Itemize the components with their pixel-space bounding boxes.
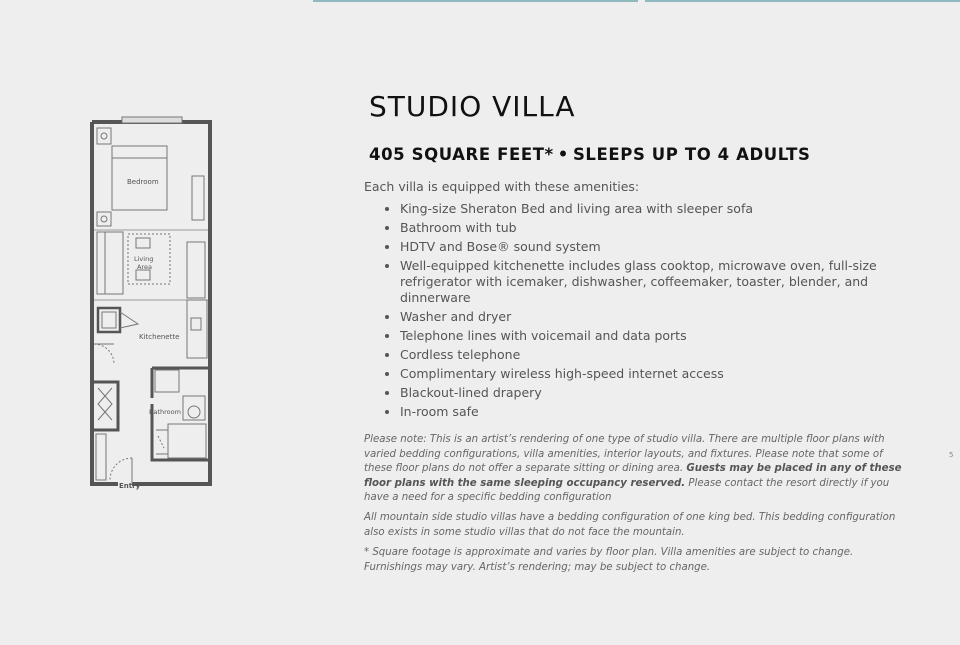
disclaimer-text-end: Please contact the resort directly if you have a need for a specific bedding configuration <box>364 477 890 503</box>
amenity-item: • In-room safe <box>400 404 900 420</box>
amenities-list <box>364 201 900 423</box>
amenity-item: • Cordless telephone <box>400 347 900 363</box>
amenity-item: • HDTV and Bose® sound system <box>400 239 900 255</box>
top-accent-bar-left <box>313 0 638 2</box>
disclaimer-emphasis: Guests may be placed in any of these floor plans with the same sleeping occupancy reserved. <box>364 463 902 489</box>
amenity-item: • Complimentary wireless high-speed internet access <box>400 366 900 382</box>
disclaimer-text: Please note: This is an artist’s rendering of one type of studio villa. There are multiple floor plans with varied bedding configurations, villa amenities, interior layouts, and fixtures. Please note that some of these floor plans do not offer a separate sitting or dining area. <box>364 434 885 474</box>
footnote: * Square footage is approximate and varies by floor plan. Villa amenities are subject to change. Furnishings may vary. Artist’s rendering; may be subject to change. <box>364 547 854 573</box>
room-label-area: Area <box>137 263 152 271</box>
room-label-kitchenette: Kitchenette <box>139 333 180 341</box>
page-subtitle <box>369 145 810 164</box>
square-footage: 405 SQUARE FEET* <box>369 145 554 164</box>
floor-plan-disclaimer <box>364 433 910 506</box>
room-label-bedroom: Bedroom <box>127 178 159 186</box>
room-label-entry: Entry <box>119 482 141 490</box>
amenity-item: • King-size Sheraton Bed and living area with sleeper sofa <box>400 201 900 217</box>
amenity-item: • Telephone lines with voicemail and data ports <box>400 328 900 344</box>
amenity-item: • Well-equipped kitchenette includes glass cooktop, microwave oven, full-size refrigerator with icemaker, dishwasher, coffeemaker, toaster, blender, and dinnerware <box>400 258 900 306</box>
amenities-intro: Each villa is equipped with these amenities: <box>364 179 640 194</box>
bedding-note: All mountain side studio villas have a bedding configuration of one king bed. This bedding configuration also exists in some studio villas that do not face the mountain. <box>364 512 896 538</box>
page-number: 5 <box>949 451 954 459</box>
amenity-item: • Blackout-lined drapery <box>400 385 900 401</box>
room-label-bathroom: Bathroom <box>149 408 181 416</box>
page-title: STUDIO VILLA <box>369 90 576 123</box>
subtitle-separator: • <box>557 145 569 164</box>
amenity-item: • Washer and dryer <box>400 309 900 325</box>
amenity-item: • Bathroom with tub <box>400 220 900 236</box>
sleeps-capacity: SLEEPS UP TO 4 ADULTS <box>572 145 811 164</box>
top-accent-bar-right <box>645 0 960 2</box>
room-label-living: Living <box>134 255 154 263</box>
studio-floor-plan <box>84 114 216 490</box>
window-icon <box>122 117 182 123</box>
